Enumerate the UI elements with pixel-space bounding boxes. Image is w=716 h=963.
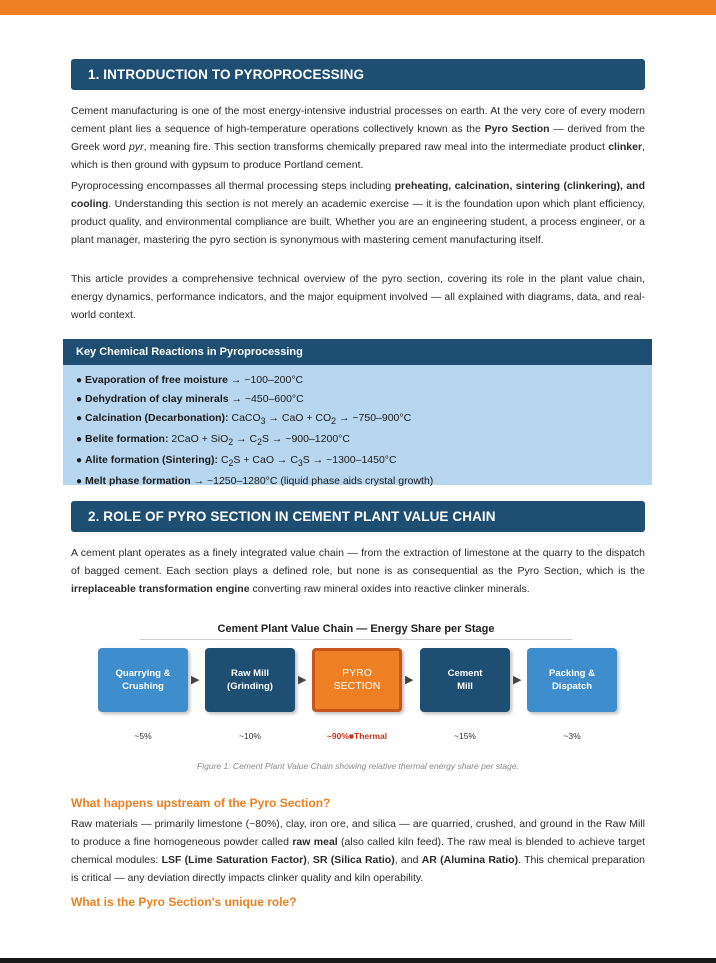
reaction-item: ● Belite formation: $2CaO + SiO_2 \to C_2S$ → ~900–1200°C	[76, 430, 652, 451]
bottom-bar	[0, 958, 716, 963]
stage-quarrying-crushing: Quarrying & Crushing	[98, 648, 188, 712]
reaction-item: ● Calcination (Decarbonation): CaCO$_3$ → CaO + $CO_2$ → ~750–900°C	[76, 409, 652, 430]
stage-pyro-section: PYRO SECTION	[312, 648, 402, 712]
stage-packing-dispatch: Packing & Dispatch	[527, 648, 617, 712]
reaction-item: ● Evaporation of free moisture → ~100–200°C	[76, 371, 652, 390]
flow-arrow-icon: ▶	[191, 674, 200, 686]
stage-cement-mill: Cement Mill	[420, 648, 510, 712]
flow-arrow-icon: ▶	[405, 674, 414, 686]
share-label-quarrying: ~5%	[134, 731, 152, 741]
reaction-item: ● Dehydration of clay minerals → ~450–600°C	[76, 390, 652, 409]
chemical-reactions-callout	[63, 339, 652, 488]
intro-paragraph-1: Cement manufacturing is one of the most energy-intensive industrial processes on earth. At the very core of every modern cement plant lies a sequence of high-temperature operations collectively known as the Pyro Section — derived from the Greek word pyr, meaning fire. This section transforms chemically prepared raw meal into the intermediate product clinker, which is then ground with gypsum to produce Portland cement.	[71, 105, 646, 171]
chart-title: Cement Plant Value Chain — Energy Share per Stage	[140, 623, 572, 640]
reaction-item: ● Melt phase formation → ~1250–1280°C (liquid phase aids crystal growth)	[76, 472, 652, 491]
reaction-item: ● Alite formation (Sintering): $C_2S$ + CaO → $C_3S$ → ~1300–1450°C	[76, 451, 652, 472]
section-2-header: 2. ROLE OF PYRO SECTION IN CEMENT PLANT VALUE CHAIN	[71, 501, 645, 532]
share-label-raw-mill: ~10%	[239, 731, 261, 741]
share-label-packing: ~3%	[563, 731, 581, 741]
intro-paragraph-2: Pyroprocessing encompasses all thermal processing steps including preheating, calcination, sintering (clinkering), and cooling. Understanding this section is not merely an academic exercise — it is the foundation upon which plant efficiency, product quality, and environmental compliance are built. Whether you are an engineering student, a process engineer, or a plant manager, mastering the pyro section is synonymous with mastering cement manufacturing itself.	[71, 180, 645, 246]
upstream-heading: What happens upstream of the Pyro Section?	[71, 796, 331, 810]
reaction-list	[63, 371, 652, 491]
upstream-paragraph: Raw materials — primarily limestone (~80%), clay, iron ore, and silica — are quarried, crushed, and ground in the Raw Mill to produce a fine homogeneous powder called raw meal (also called kiln feed). The raw meal is blended to achieve target chemical modules: LSF (Lime Saturation Factor), SR (Silica Ratio), and AR (Alumina Ratio). This chemical preparation is critical — any deviation directly impacts clinker quality and kiln operability.	[71, 818, 646, 884]
figure-caption: Figure 1: Cement Plant Value Chain showing relative thermal energy share per stage.	[197, 761, 519, 771]
callout-title: Key Chemical Reactions in Pyroprocessing	[63, 339, 652, 365]
flow-arrow-icon: ▶	[298, 674, 307, 686]
value-chain-paragraph: A cement plant operates as a finely integrated value chain — from the extraction of limestone at the quarry to the dispatch of bagged cement. Each section plays a defined role, but none is as consequential as the Pyro Section, which is the irreplaceable transformation engine converting raw mineral oxides into reactive clinker minerals.	[71, 547, 645, 595]
top-accent-bar	[0, 0, 716, 15]
share-label-cement-mill: ~15%	[454, 731, 476, 741]
stage-raw-mill: Raw Mill (Grinding)	[205, 648, 295, 712]
flow-arrow-icon: ▶	[513, 674, 522, 686]
unique-role-heading: What is the Pyro Section's unique role?	[71, 895, 297, 909]
section-1-header: 1. INTRODUCTION TO PYROPROCESSING	[71, 59, 645, 90]
share-label-pyro: ~90%■Thermal	[326, 731, 388, 741]
intro-paragraph-3: This article provides a comprehensive technical overview of the pyro section, covering its role in the plant value chain, energy dynamics, performance indicators, and the major equipment involved — all explained with diagrams, data, and real-world context.	[71, 273, 645, 321]
